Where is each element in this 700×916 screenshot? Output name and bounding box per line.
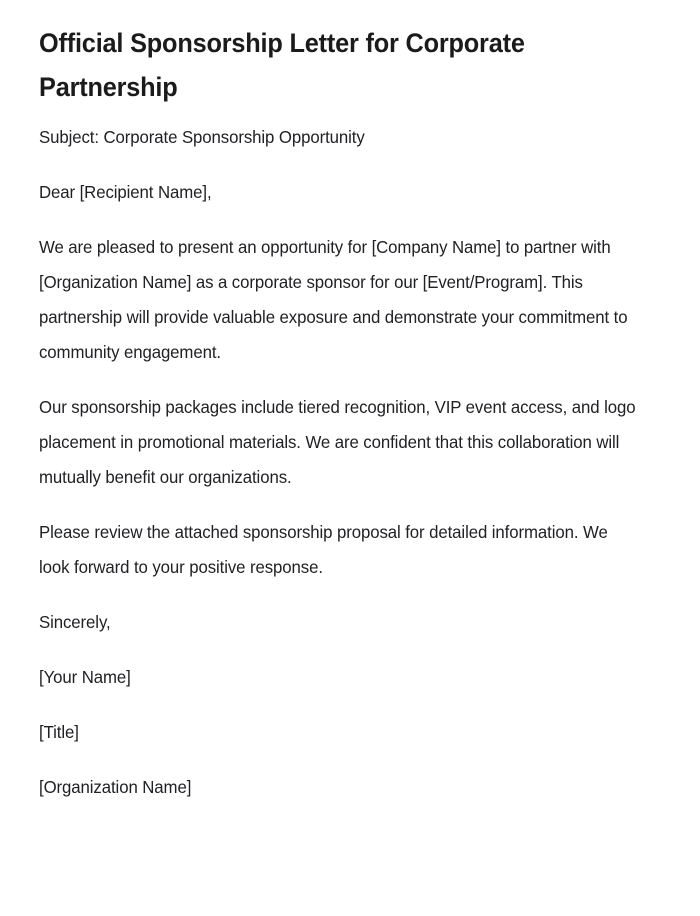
signature-title: [Title]: [39, 722, 79, 742]
subject-line: Subject: Corporate Sponsorship Opportunity: [39, 127, 365, 147]
page-title: Official Sponsorship Letter for Corporate Partnership: [39, 28, 525, 102]
letter-body: [39, 120, 640, 805]
closing: Sincerely,: [39, 612, 111, 632]
body-paragraph-2: Our sponsorship packages include tiered recognition, VIP event access, and logo placement in promotional materials. We are confident that this collaboration will mutually benefit our organizations.: [39, 397, 636, 487]
signature-name: [Your Name]: [39, 667, 131, 687]
signature-organization: [Organization Name]: [39, 777, 192, 797]
body-paragraph-1: We are pleased to present an opportunity for [Company Name] to partner with [Organization Name] as a corporate sponsor for our [Event/Program]. This partnership will provide valuable exposure and demonstrate your commitment to community engagement.: [39, 237, 628, 362]
body-paragraph-3: Please review the attached sponsorship proposal for detailed information. We look forward to your positive response.: [39, 522, 608, 577]
salutation: Dear [Recipient Name],: [39, 182, 212, 202]
